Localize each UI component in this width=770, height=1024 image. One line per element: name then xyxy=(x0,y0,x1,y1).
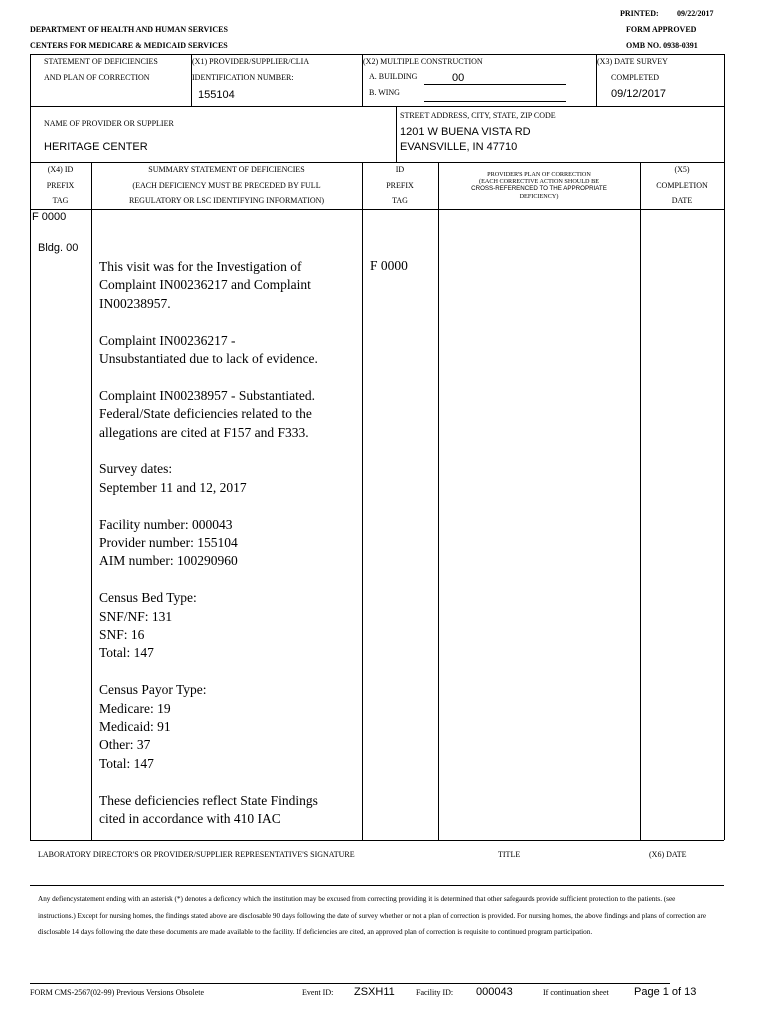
form-approved: FORM APPROVED xyxy=(626,25,697,34)
id-header-line1: ID xyxy=(395,165,405,174)
building-value: 00 xyxy=(452,72,465,84)
title-label: TITLE xyxy=(498,850,521,859)
summary-paragraph xyxy=(99,460,364,497)
summary-line: cited in accordance with 410 IAC xyxy=(99,811,281,827)
correction-tag: F 0000 xyxy=(370,258,408,273)
summary-line: SNF/NF: 131 xyxy=(99,608,173,624)
facility-id-label: Facility ID: xyxy=(416,988,454,997)
x5-header-line3: DATE xyxy=(671,196,693,205)
id-header-line3: TAG xyxy=(392,196,408,205)
building-tag: Bldg. 00 xyxy=(38,242,79,254)
provider-name-label: NAME OF PROVIDER OR SUPPLIER xyxy=(44,119,174,128)
plan-header-line3: CROSS-REFERENCED TO THE APPROPRIATE xyxy=(471,185,607,193)
summary-line: Medicaid: 91 xyxy=(99,719,171,735)
building-label: A. BUILDING xyxy=(369,72,418,81)
x6-date-label: (X6) DATE xyxy=(649,850,687,859)
x5-header-line2: COMPLETION xyxy=(656,181,708,190)
summary-line: IN00238957. xyxy=(99,295,171,311)
summary-line: These deficiencies reflect State Findings xyxy=(99,792,318,808)
printed-date: 09/22/2017 xyxy=(677,9,714,18)
summary-line: Census Bed Type: xyxy=(99,590,197,606)
survey-date-value: 09/12/2017 xyxy=(611,88,667,100)
x4-header-line2: PREFIX xyxy=(46,181,75,190)
summary-line: Census Payor Type: xyxy=(99,682,207,698)
x4-header-line3: TAG xyxy=(52,196,69,205)
summary-line: allegations are cited at F157 and F333. xyxy=(99,424,309,440)
summary-header-line3: REGULATORY OR LSC IDENTIFYING INFORMATION) xyxy=(128,196,325,205)
plan-header-line1: PROVIDER'S PLAN OF CORRECTION xyxy=(487,171,591,178)
address-label: STREET ADDRESS, CITY, STATE, ZIP CODE xyxy=(400,111,556,120)
address-line2: EVANSVILLE, IN 47710 xyxy=(400,141,518,153)
summary-header-line2: (EACH DEFICIENCY MUST BE PRECEDED BY FULL xyxy=(132,181,321,190)
director-signature-label: LABORATORY DIRECTOR'S OR PROVIDER/SUPPLIER REPRESENTATIVE'S SIGNATURE xyxy=(38,850,355,859)
department-title: DEPARTMENT OF HEALTH AND HUMAN SERVICES xyxy=(30,25,228,34)
deficiency-tag: F 0000 xyxy=(32,211,67,223)
summary-line: Total: 147 xyxy=(99,645,154,661)
summary-line: Survey dates: xyxy=(99,461,173,477)
x4-header-line1: (X4) ID xyxy=(47,165,74,174)
summary-paragraph xyxy=(99,792,364,829)
summary-statement xyxy=(99,258,364,847)
summary-paragraph xyxy=(99,258,364,313)
summary-paragraph xyxy=(99,332,364,369)
summary-line: Federal/State deficiencies related to the xyxy=(99,406,312,422)
id-header-line2: PREFIX xyxy=(386,181,414,190)
summary-line: Total: 147 xyxy=(99,755,154,771)
x3-label-line2: COMPLETED xyxy=(611,73,659,82)
plan-header-line2: (EACH CORRECTIVE ACTION SHOULD BE xyxy=(479,178,599,186)
summary-line: Complaint IN00236217 - xyxy=(99,332,236,348)
summary-line: This visit was for the Investigation of xyxy=(99,259,302,274)
summary-line: Facility number: 000043 xyxy=(99,516,233,532)
summary-line: AIM number: 100290960 xyxy=(99,553,238,569)
disclaimer-text: Any defiencystatement ending with an asterisk (*) denotes a deficency which the institution may be excused from correcting providing it is determined that other safegaurds provide sufficient protection to the patients. (see instructions.) Except for nursing homes, the findings stated above are disclosable 90 days following the date of survey whether or not a plan of correction is provided. For nursing homes, the above findings and plans of correction are disclosable 14 days following the date these documents are made available to the facility. If deficiencies are cited, an approved plan of correction is requisite to continued program participation. xyxy=(38,895,707,936)
summary-line: September 11 and 12, 2017 xyxy=(99,479,247,495)
x3-label-line1: (X3) DATE SURVEY xyxy=(597,57,668,66)
centers-title: CENTERS FOR MEDICARE & MEDICAID SERVICES xyxy=(30,41,228,50)
address-line1: 1201 W BUENA VISTA RD xyxy=(400,126,531,138)
summary-line: Complaint IN00238957 - Substantiated. xyxy=(99,387,315,403)
summary-line: Provider number: 155104 xyxy=(99,535,238,551)
plan-header xyxy=(438,171,640,200)
provider-name-value: HERITAGE CENTER xyxy=(44,141,148,153)
summary-paragraph xyxy=(99,681,364,773)
printed-label: PRINTED: xyxy=(620,9,659,18)
summary-paragraph xyxy=(99,387,364,442)
page-number: Page 1 of 13 xyxy=(634,986,697,998)
event-id-label: Event ID: xyxy=(302,988,334,997)
facility-id-value: 000043 xyxy=(476,986,513,998)
provider-id-value: 155104 xyxy=(198,89,235,101)
continuation-label: If continuation sheet xyxy=(543,988,609,997)
x5-header-line1: (X5) xyxy=(674,165,690,174)
plan-header-line4: DEFICIENCY) xyxy=(519,192,559,200)
statement-label-line1: STATEMENT OF DEFICIENCIES xyxy=(44,57,158,66)
omb-number: OMB NO. 0938-0391 xyxy=(626,41,698,50)
wing-label: B. WING xyxy=(369,88,400,97)
x2-label: (X2) MULTIPLE CONSTRUCTION xyxy=(363,57,483,66)
statement-label-line2: AND PLAN OF CORRECTION xyxy=(44,73,150,82)
summary-paragraph xyxy=(99,516,364,571)
event-id-value: ZSXH11 xyxy=(354,986,395,998)
summary-line: Unsubstantiated due to lack of evidence. xyxy=(99,351,318,367)
form-number: FORM CMS-2567(02-99) Previous Versions Obsolete xyxy=(30,988,205,997)
building-underline xyxy=(424,84,566,85)
wing-underline xyxy=(424,101,566,102)
summary-line: SNF: 16 xyxy=(99,627,145,643)
x1-label-line1: (X1) PROVIDER/SUPPLIER/CLIA xyxy=(192,57,310,66)
summary-line: Complaint IN00236217 and Complaint xyxy=(99,277,311,293)
summary-line: Other: 37 xyxy=(99,737,151,753)
summary-line: Medicare: 19 xyxy=(99,700,171,716)
summary-paragraph xyxy=(99,589,364,663)
summary-header-line1: SUMMARY STATEMENT OF DEFICIENCIES xyxy=(148,165,305,174)
x1-label-line2: IDENTIFICATION NUMBER: xyxy=(192,73,294,82)
